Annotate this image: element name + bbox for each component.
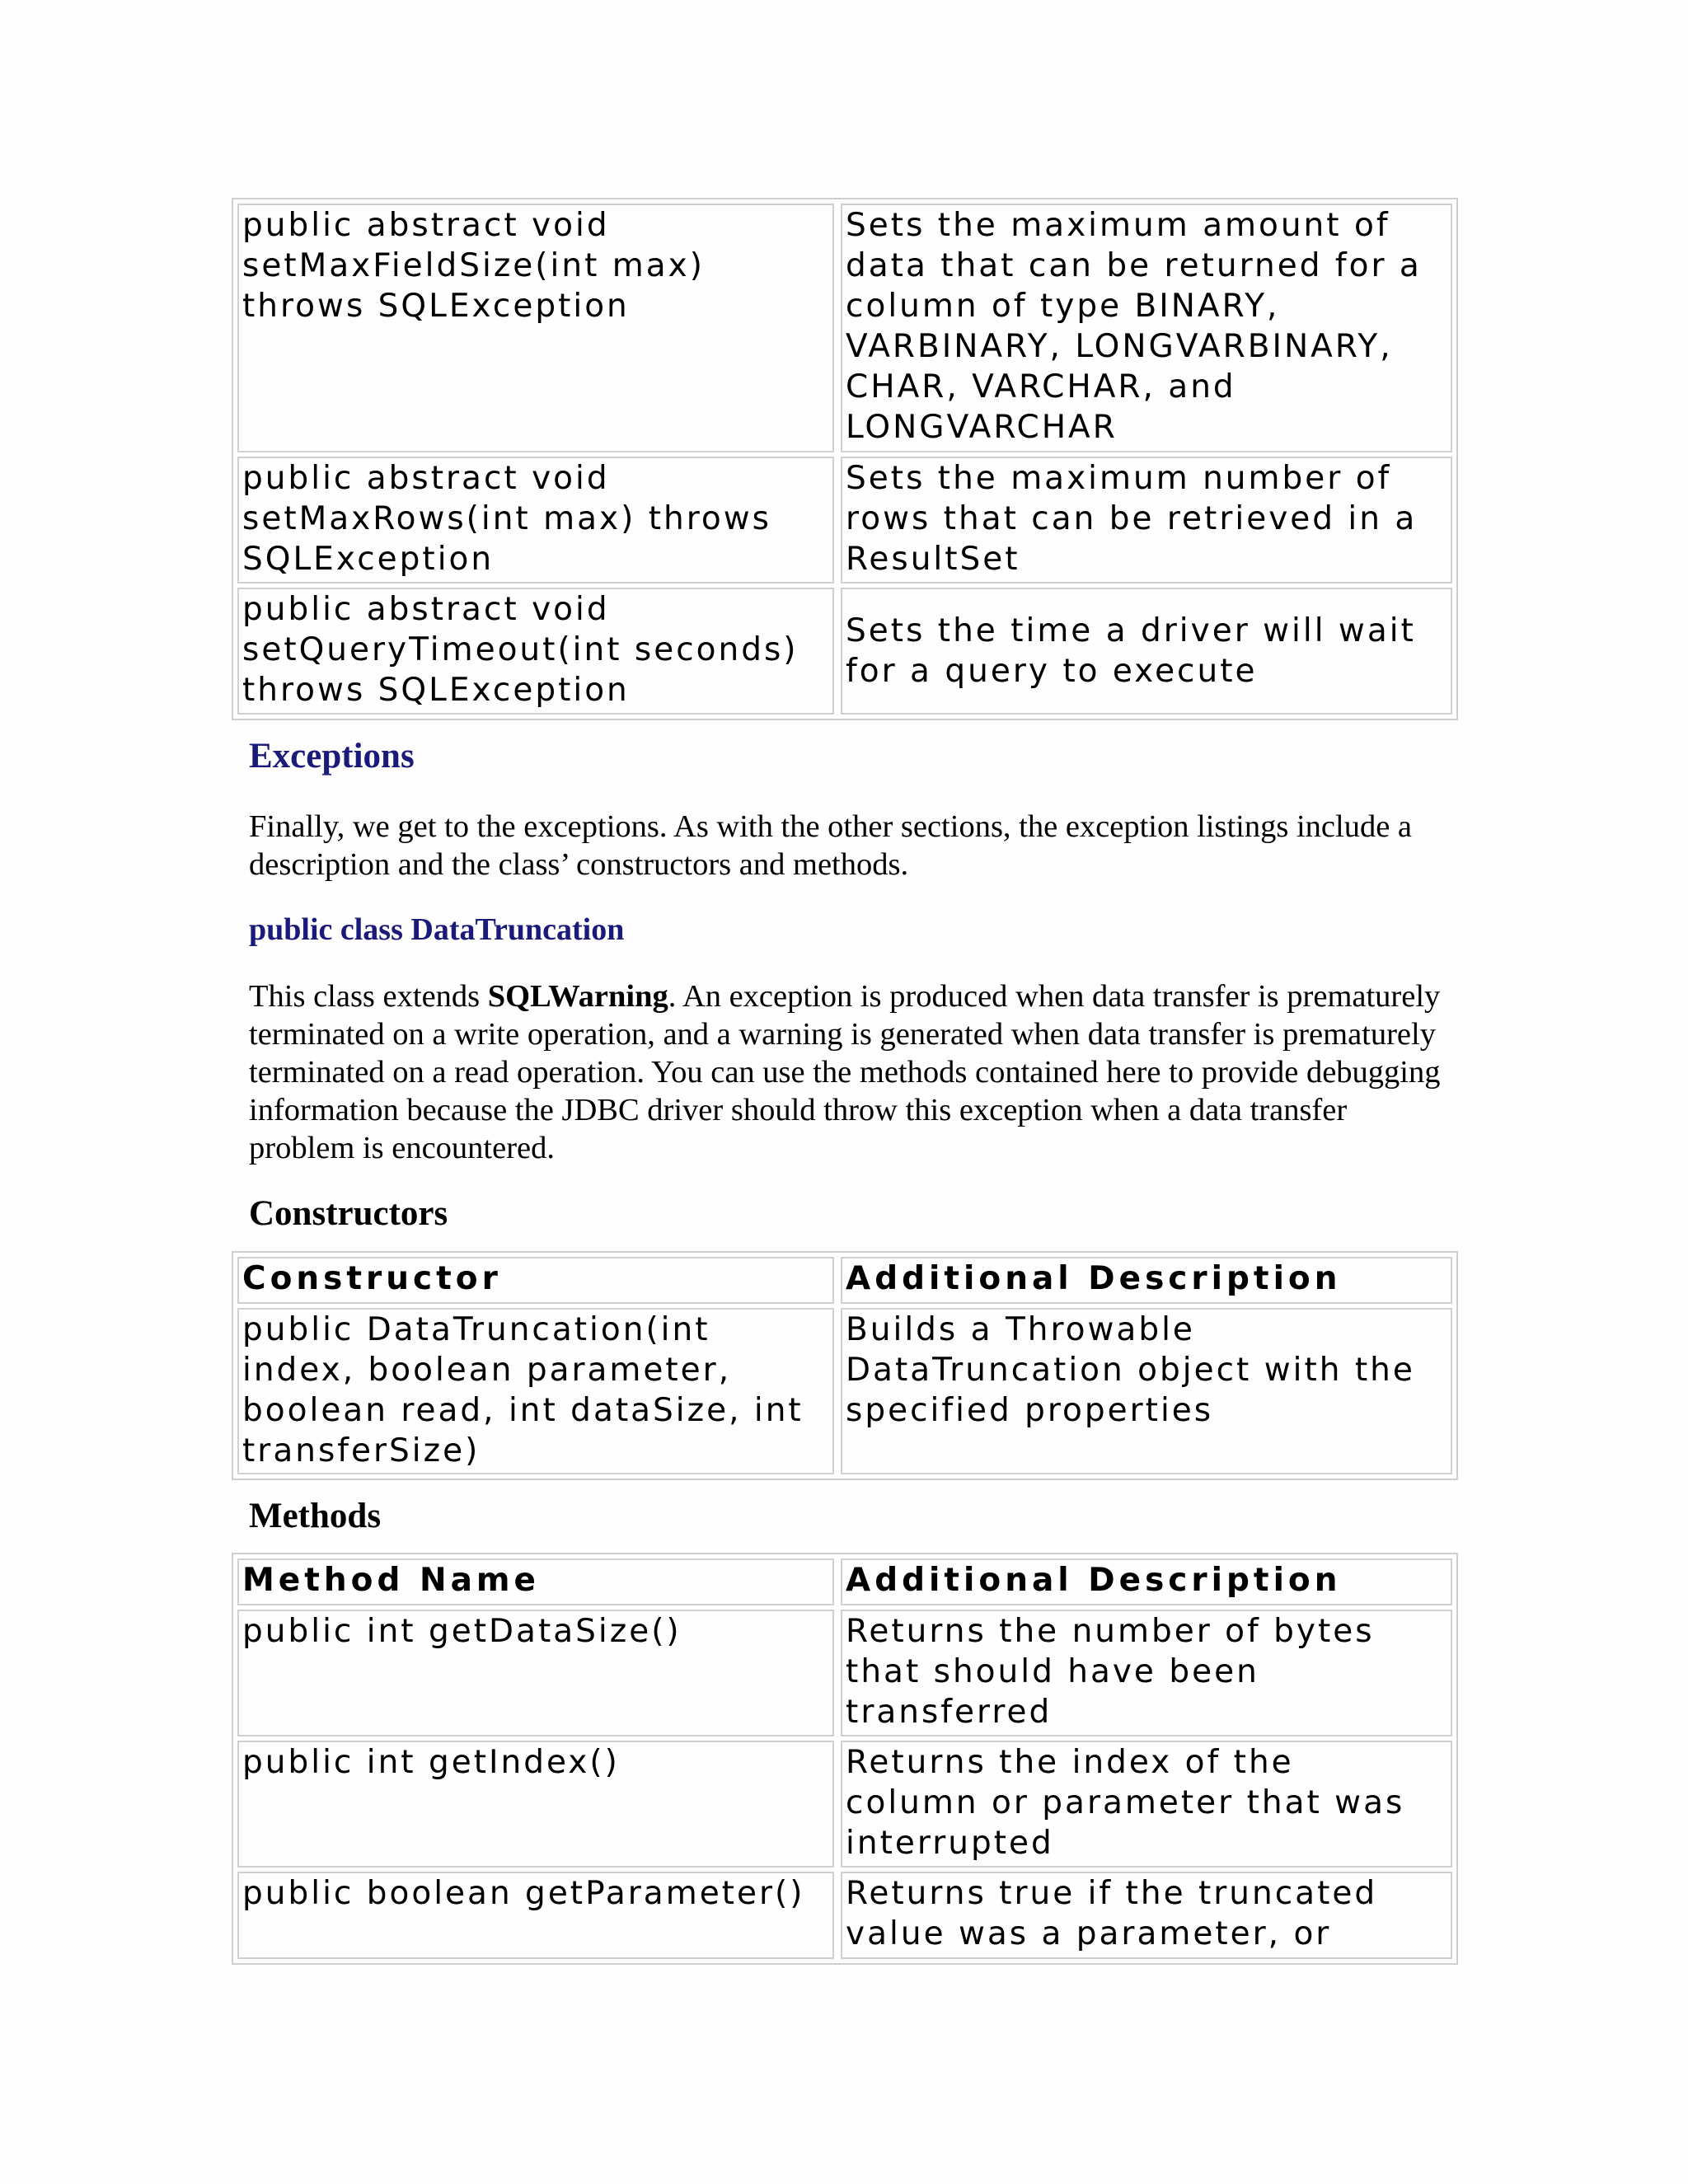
class-desc-prefix: This class extends — [249, 979, 488, 1014]
column-header: Additional Description — [841, 1257, 1452, 1304]
table-header-row — [237, 1257, 1452, 1304]
constructors-table — [232, 1251, 1458, 1480]
method-description-text: Sets the time a driver will wait for a query to execute — [846, 612, 1416, 690]
constructor-signature: public DataTruncation(int index, boolean parameter, boolean read, int dataSize, int transferSize) — [237, 1308, 834, 1474]
table-row — [237, 1872, 1452, 1959]
table-header-row — [237, 1558, 1452, 1605]
class-desc-suffix: . An exception is produced when data transfer is prematurely terminated on a write operation, and a warning is generated when data transfer is prematurely terminated on a read operation. You can use the methods contained here to provide debugging information because the JDBC driver should throw this exception when a data transfer problem is encountered. — [249, 979, 1441, 1165]
table-row — [237, 1308, 1452, 1474]
table-row — [237, 588, 1452, 715]
constructor-description: Builds a Throwable DataTruncation object with the specified properties — [841, 1308, 1452, 1474]
method-description: Returns the index of the column or parameter that was interrupted — [841, 1741, 1452, 1868]
table-row — [237, 1741, 1452, 1868]
method-description — [841, 588, 1452, 715]
method-description: Sets the maximum amount of data that can be returned for a column of type BINARY, VARBINARY, LONGVARBINARY, CHAR, VARCHAR, and LONGVARCHAR — [841, 204, 1452, 452]
method-signature: public abstract void setQueryTimeout(int seconds) throws SQLException — [237, 588, 834, 715]
method-description: Returns the number of bytes that should have been transferred — [841, 1610, 1452, 1736]
table-row — [237, 1610, 1452, 1736]
exceptions-intro: Finally, we get to the exceptions. As with the other sections, the exception listings include a description and the class’ constructors and methods. — [249, 809, 1413, 882]
class-heading: public class DataTruncation — [249, 912, 625, 947]
method-signature: public abstract void setMaxFieldSize(int max) throws SQLException — [237, 204, 834, 452]
column-header: Method Name — [237, 1558, 834, 1605]
method-signature: public int getDataSize() — [237, 1610, 834, 1736]
column-header: Constructor — [237, 1257, 834, 1304]
method-signature: public int getIndex() — [237, 1741, 834, 1868]
constructors-heading: Constructors — [249, 1194, 448, 1233]
table-row — [237, 204, 1452, 452]
statement-methods-table — [232, 198, 1458, 720]
exceptions-heading: Exceptions — [249, 737, 415, 776]
method-description: Returns true if the truncated value was a parameter, or — [841, 1872, 1452, 1959]
methods-table — [232, 1553, 1458, 1965]
table-row — [237, 457, 1452, 583]
methods-heading: Methods — [249, 1497, 382, 1535]
method-signature: public abstract void setMaxRows(int max) throws SQLException — [237, 457, 834, 583]
column-header: Additional Description — [841, 1558, 1452, 1605]
class-desc-bold: SQLWarning — [487, 979, 668, 1014]
class-description — [249, 977, 1444, 1167]
method-description: Sets the maximum number of rows that can be retrieved in a ResultSet — [841, 457, 1452, 583]
method-signature: public boolean getParameter() — [237, 1872, 834, 1959]
